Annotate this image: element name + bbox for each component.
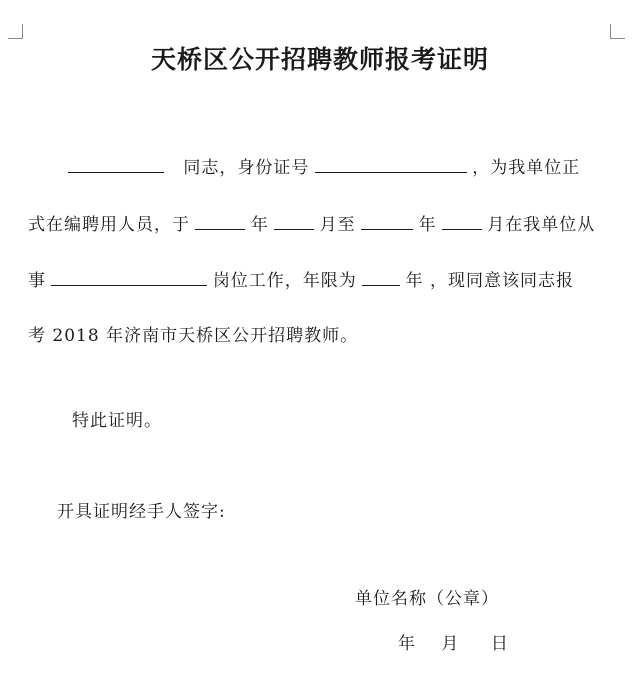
line2-text-3: 月至 — [319, 215, 356, 235]
line3-text-1: 事 — [28, 271, 46, 291]
page-corner-mark-left — [8, 24, 23, 39]
special-certify-text: 特此证明。 — [72, 411, 162, 431]
date-line — [398, 632, 509, 656]
line1-text-2: ，为我单位正 — [472, 158, 581, 178]
unit-name-seal-label: 单位名称（公章） — [355, 589, 499, 609]
position-blank[interactable] — [51, 267, 207, 286]
paragraph-line-1 — [68, 154, 580, 180]
line3-text-3: 年 ，现同意该同志报 — [405, 271, 575, 291]
years-blank[interactable] — [362, 267, 400, 286]
id-number-blank[interactable] — [315, 154, 467, 173]
line2-text-5: 月在我单位从 — [487, 215, 596, 235]
page-corner-mark-right — [610, 24, 625, 39]
end-year-blank[interactable] — [361, 211, 413, 230]
start-month-blank[interactable] — [274, 211, 314, 230]
start-year-blank[interactable] — [195, 211, 245, 230]
paragraph-line-3 — [28, 267, 574, 293]
line1-text-1: 同志，身份证号 — [183, 158, 310, 178]
end-month-blank[interactable] — [442, 211, 482, 230]
line2-text-2: 年 — [250, 215, 269, 235]
line2-text-4: 年 — [418, 215, 437, 235]
signer-label: 开具证明经手人签字: — [57, 502, 226, 522]
date-year: 年 — [398, 634, 416, 654]
name-blank[interactable] — [68, 154, 164, 173]
line3-text-2: 岗位工作，年限为 — [212, 271, 357, 291]
date-day: 日 — [490, 634, 509, 654]
document-title: 天桥区公开招聘教师报考证明 — [150, 45, 489, 74]
paragraph-line-2 — [28, 211, 595, 237]
line2-text-1: 式在编聘用人员，于 — [28, 215, 190, 235]
paragraph-line-4: 考 2018 年济南市天桥区公开招聘教师。 — [28, 326, 359, 346]
date-month: 月 — [441, 634, 460, 654]
